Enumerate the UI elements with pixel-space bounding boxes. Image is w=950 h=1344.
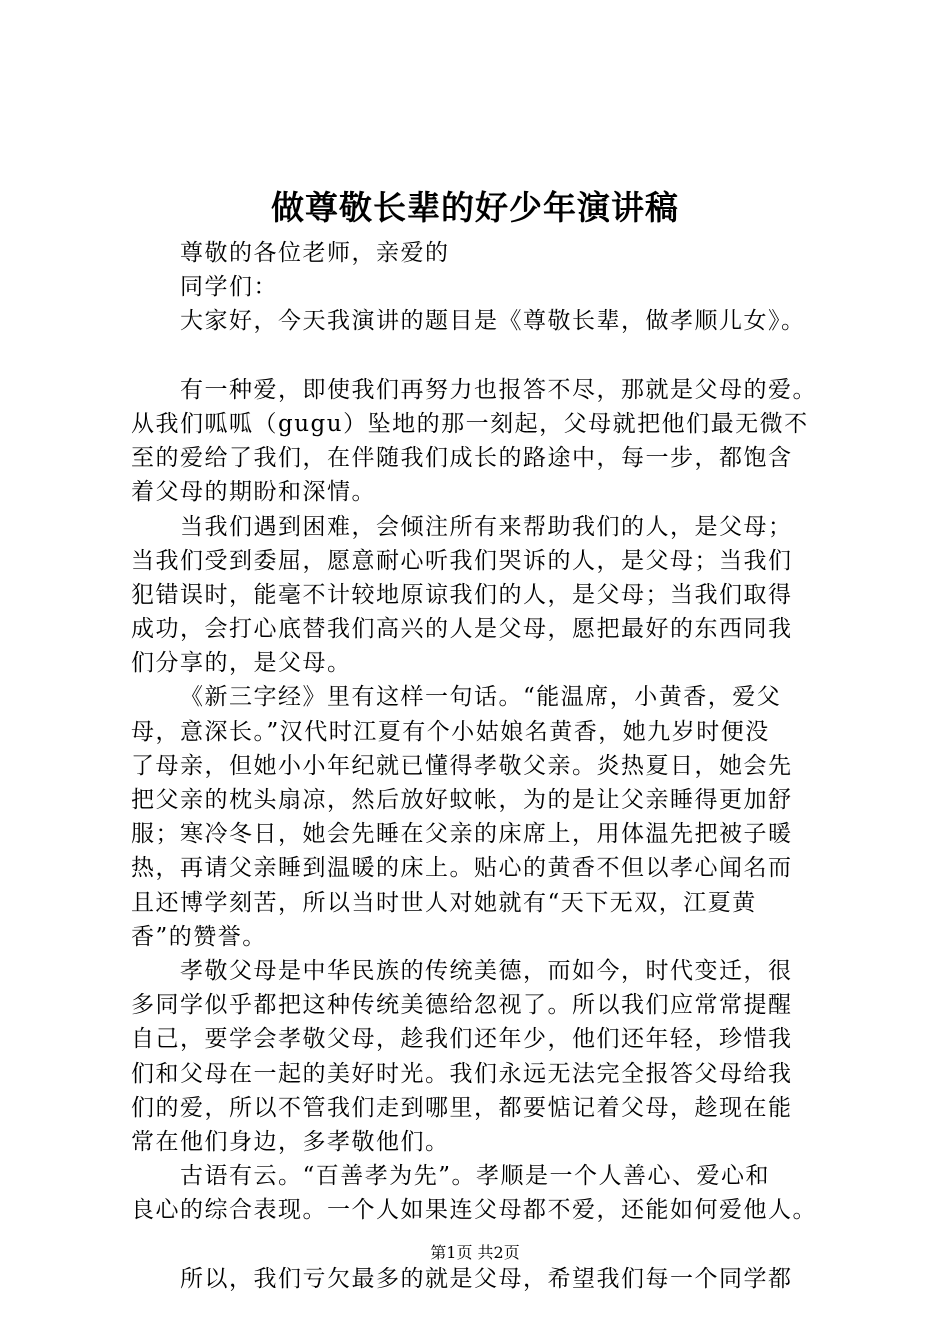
text-line: 成功，会打心底替我们高兴的人是父母，愿把最好的东西同我 xyxy=(131,616,793,643)
text-line: 服；寒冷冬日，她会先睡在父亲的床席上，用体温先把被子暖 xyxy=(131,821,793,848)
text-line: 大家好，今天我演讲的题目是《尊敬长辈，做孝顺儿女》。 xyxy=(180,308,806,335)
text-line: 从我们呱呱（gugu）坠地的那一刻起，父母就把他们最无微不 xyxy=(131,410,809,437)
text-line: 们的爱，所以不管我们走到哪里，都要惦记着父母，趁现在能 xyxy=(131,1094,793,1121)
document-title: 做尊敬长辈的好少年演讲稿 xyxy=(271,188,679,227)
page-footer: 第1页 共2页 xyxy=(430,1243,520,1262)
text-line: 所以，我们亏欠最多的就是父母，希望我们每一个同学都 xyxy=(180,1265,793,1292)
text-line: 良心的综合表现。一个人如果连父母都不爱，还能如何爱他人。 xyxy=(131,1197,817,1224)
text-line: 古语有云。“百善孝为先”。孝顺是一个人善心、爱心和 xyxy=(180,1163,771,1190)
text-line: 了母亲，但她小小年纪就已懂得孝敬父亲。炎热夏日，她会先 xyxy=(131,752,793,779)
text-line: 至的爱给了我们，在伴随我们成长的路途中，每一步，都饱含 xyxy=(131,445,793,472)
text-line: 《新三字经》里有这样一句话。“能温席，小黄香，爱父 xyxy=(180,684,782,711)
text-line: 常在他们身边，多孝敬他们。 xyxy=(131,1128,450,1155)
text-line: 多同学似乎都把这种传统美德给忽视了。所以我们应常常提醒 xyxy=(131,992,793,1019)
text-line: 把父亲的枕头扇凉，然后放好蚊帐，为的是让父亲睡得更加舒 xyxy=(131,787,793,813)
text-line: 们分享的，是父母。 xyxy=(131,650,352,677)
text-line: 有一种爱，即使我们再努力也报答不尽，那就是父母的爱。 xyxy=(180,376,817,403)
text-line: 香”的赞誉。 xyxy=(131,923,267,950)
text-line: 们和父母在一起的美好时光。我们永远无法完全报答父母给我 xyxy=(131,1060,793,1087)
text-line: 尊敬的各位老师，亲爱的 xyxy=(180,240,450,266)
text-line: 自己，要学会孝敬父母，趁我们还年少，他们还年轻，珍惜我 xyxy=(131,1026,793,1053)
text-line: 同学们： xyxy=(180,274,278,301)
text-line: 母，意深长。”汉代时江夏有个小姑娘名黄香，她九岁时便没 xyxy=(131,718,770,745)
text-line: 当我们遇到困难，会倾注所有来帮助我们的人，是父母； xyxy=(180,513,793,540)
text-line: 孝敬父母是中华民族的传统美德，而如今，时代变迁，很 xyxy=(180,957,793,984)
text-line: 且还博学刻苦，所以当时世人对她就有“天下无双，江夏黄 xyxy=(131,889,757,916)
blank-line xyxy=(131,339,851,373)
text-line: 热，再请父亲睡到温暖的床上。贴心的黄香不但以孝心闻名而 xyxy=(131,855,793,882)
text-line: 当我们受到委屈，愿意耐心听我们哭诉的人，是父母；当我们 xyxy=(131,547,793,574)
text-line: 着父母的期盼和深情。 xyxy=(131,479,376,506)
text-line: 犯错误时，能毫不计较地原谅我们的人，是父母；当我们取得 xyxy=(131,581,793,608)
document-body xyxy=(131,236,851,1296)
